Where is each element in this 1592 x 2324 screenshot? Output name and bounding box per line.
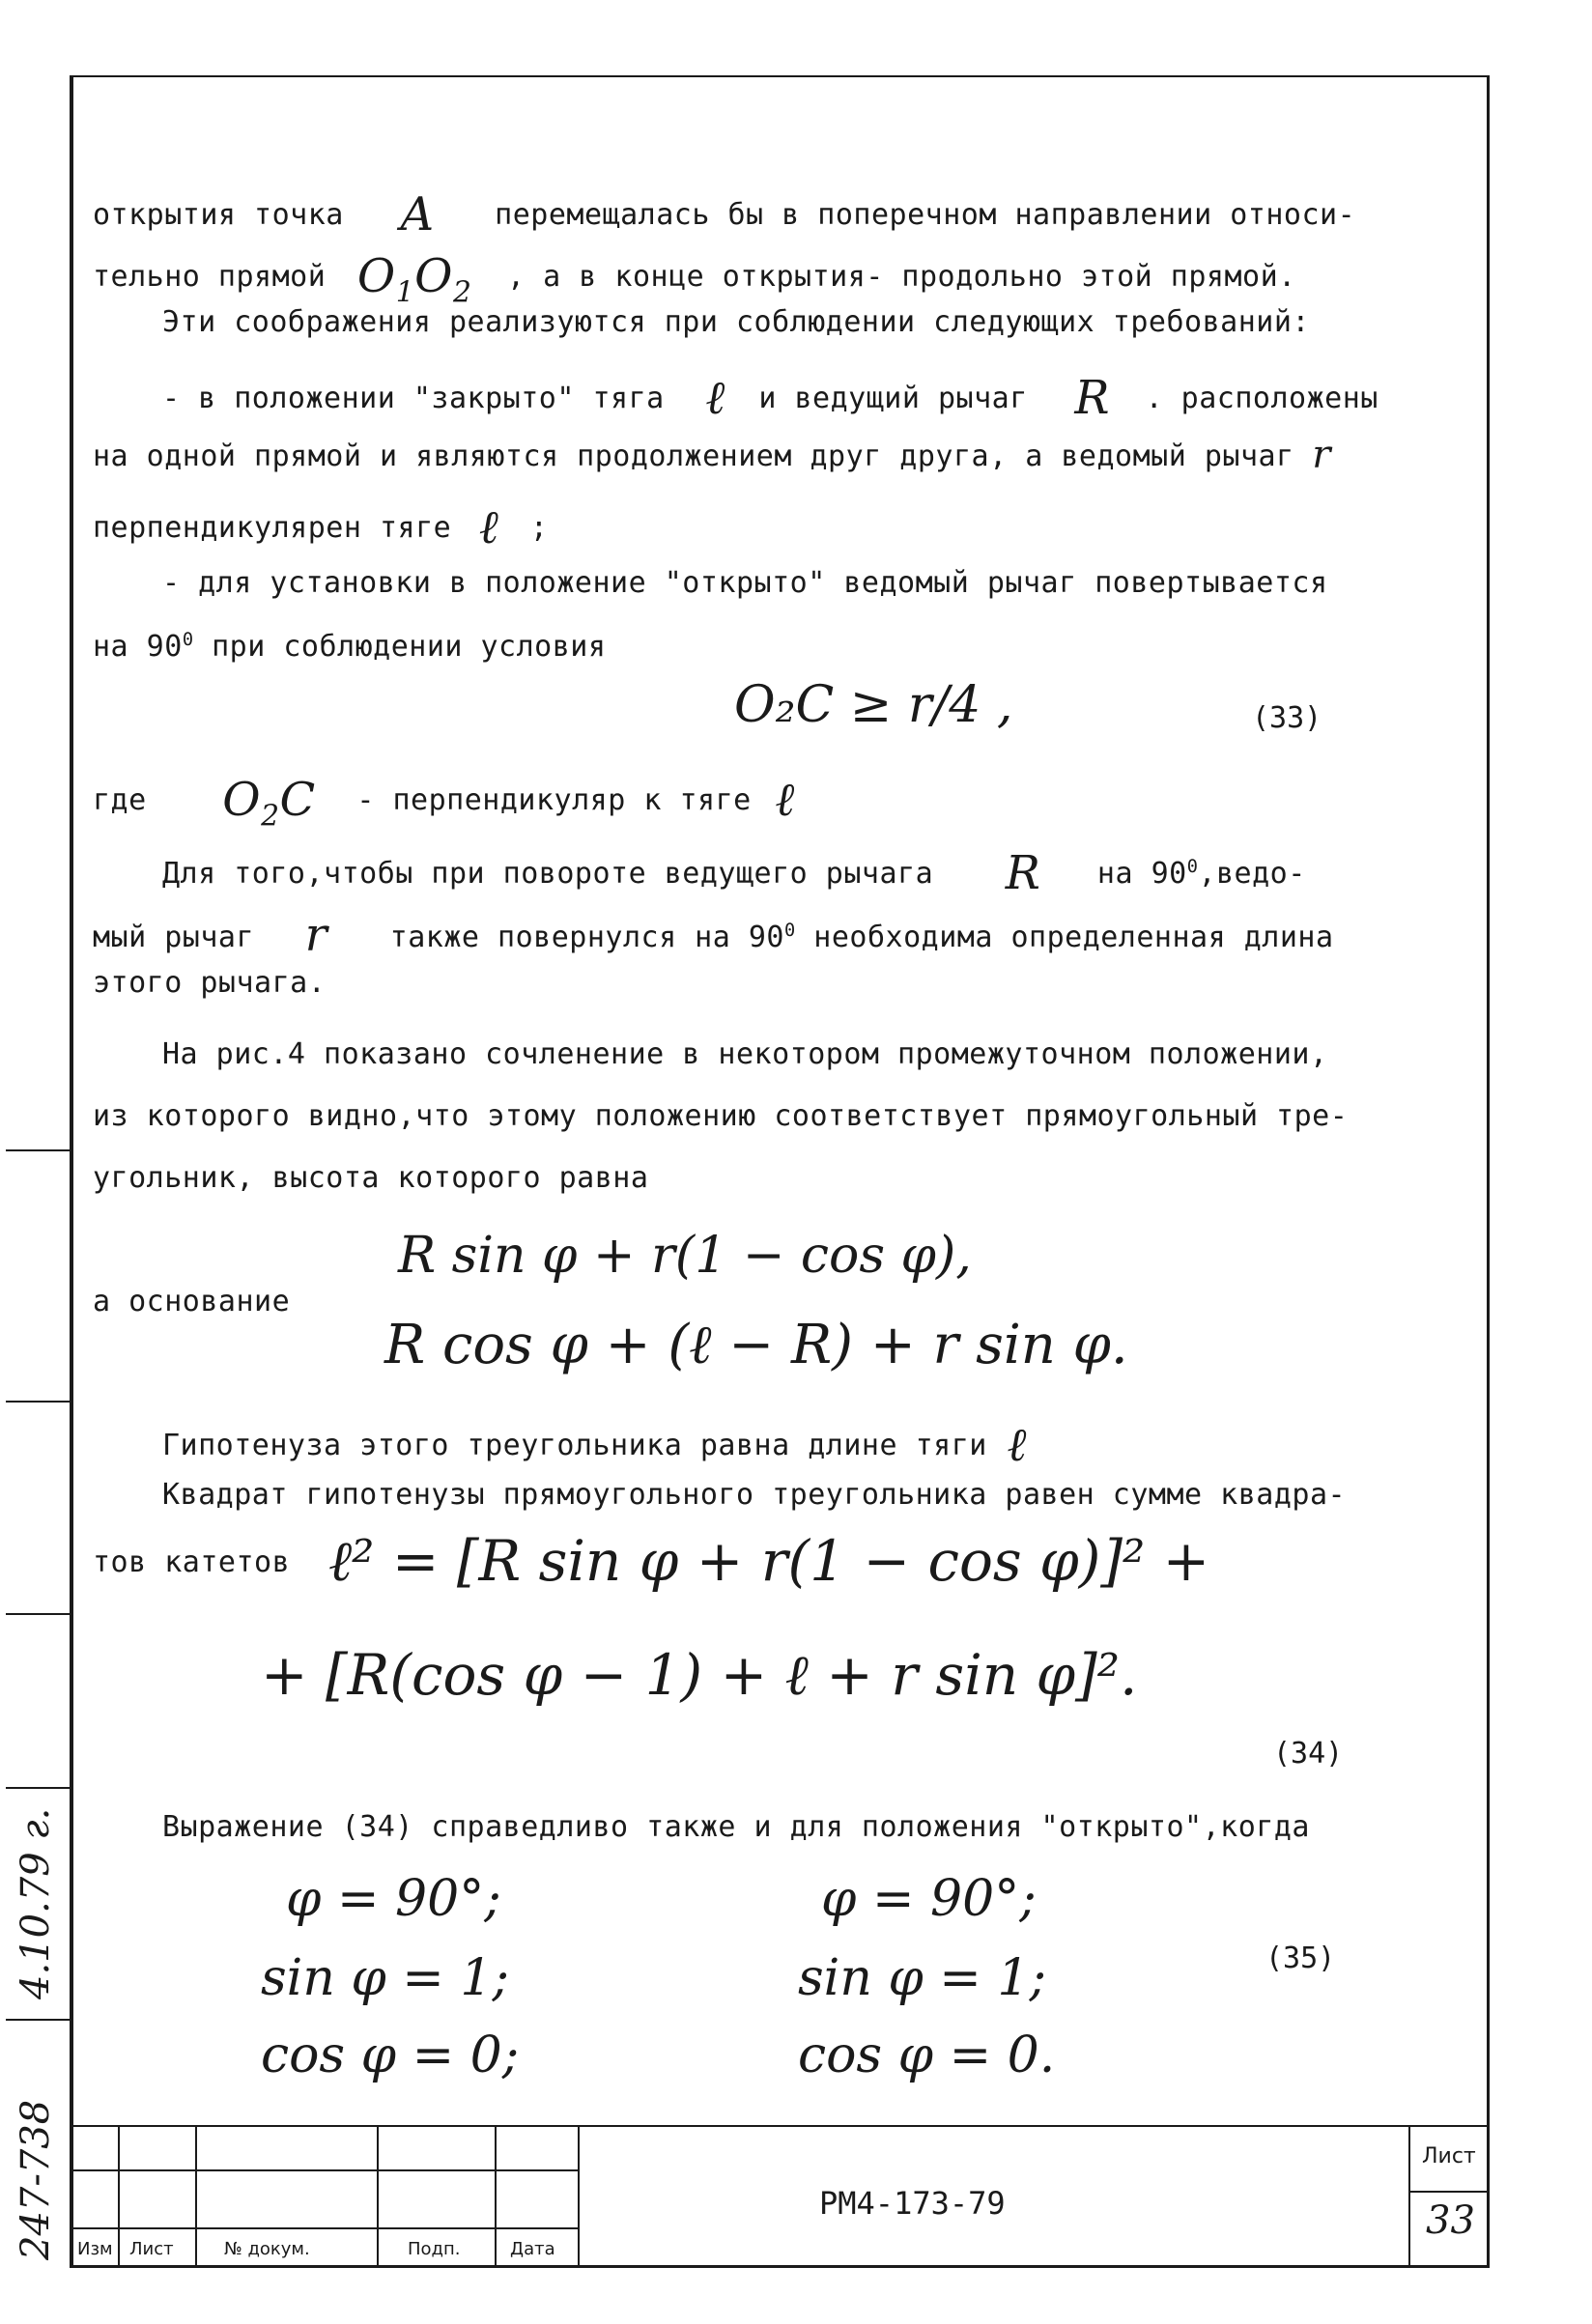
degree-sign: 0 xyxy=(1186,857,1199,877)
text-fragment: на 90 xyxy=(93,630,183,664)
symbol-A: A xyxy=(400,187,435,241)
margin-divider xyxy=(6,1149,70,1151)
formula-35-cos-phi: cos φ = 0; xyxy=(261,2026,520,2084)
col-sheet: Лист xyxy=(129,2239,174,2259)
text-line-5 xyxy=(93,431,1331,475)
symbol-r: r xyxy=(304,908,328,962)
equation-number-35: (35) xyxy=(1265,1941,1336,1975)
formula-33: O₂C ≥ r/4 , xyxy=(734,676,1013,734)
text-fragment: необходима определенная длина xyxy=(795,921,1334,954)
text-line-6 xyxy=(93,495,549,554)
symbol-l: ℓ xyxy=(478,500,499,554)
text-line-11 xyxy=(93,904,1334,962)
text-line-9 xyxy=(93,767,795,834)
text-line-3: Эти соображения реализуются при соблюдении следующих требований: xyxy=(162,305,1310,339)
symbol-l: ℓ xyxy=(705,371,725,425)
text-fragment: где xyxy=(93,783,147,817)
symbol-r: r xyxy=(1312,433,1331,477)
text-line-2 xyxy=(93,243,1296,310)
text-fragment: , а в конце открытия- продольно этой прямой. xyxy=(507,260,1296,294)
margin-divider xyxy=(6,1613,70,1615)
formula-35-varphi: φ = 90°; xyxy=(821,1870,1037,1928)
title-block-rule xyxy=(70,2125,1490,2127)
text-fragment: Для того,чтобы при повороте ведущего рычага xyxy=(162,857,934,891)
text-fragment: . расположены xyxy=(1145,382,1379,415)
margin-strip xyxy=(0,1149,70,2270)
symbol-l: ℓ xyxy=(1007,1418,1027,1472)
symbol-O2C: $O_2C$ xyxy=(222,773,316,834)
symbol-R: R xyxy=(1005,846,1041,900)
text-line-17 xyxy=(162,1412,1027,1472)
col-signature: Подп. xyxy=(408,2239,461,2259)
text-line-19: тов катетов xyxy=(93,1545,291,1579)
title-block-rule xyxy=(70,2227,580,2229)
text-fragment: на одной прямой и являются продолжением друг друга, а ведомый рычаг xyxy=(93,439,1294,473)
text-fragment: - в положении "закрыто" тяга xyxy=(162,382,665,415)
sheet-number: 33 xyxy=(1426,2198,1475,2243)
text-line-12: этого рычага. xyxy=(93,966,327,1000)
col-doc-number: № докум. xyxy=(224,2239,310,2259)
formula-35-sin-phi: sin φ = 1; xyxy=(261,1949,509,2007)
text-fragment: тельно прямой xyxy=(93,260,327,294)
text-line-1 xyxy=(93,182,1356,241)
text-line-15: угольник, высота которого равна xyxy=(93,1161,649,1195)
margin-inventory-number: 247-738 xyxy=(14,2099,58,2260)
text-fragment: перпендикулярен тяге xyxy=(93,511,452,545)
text-line-13: На рис.4 показано сочленение в некотором промежуточном положении, xyxy=(162,1037,1328,1071)
symbol-O1O2: $O_1O_2$ xyxy=(356,249,472,310)
equation-number-33: (33) xyxy=(1252,701,1322,735)
text-fragment: при соблюдении условия xyxy=(193,630,607,664)
margin-divider xyxy=(6,1787,70,1789)
formula-height: R sin φ + r(1 − cos φ), xyxy=(398,1227,972,1285)
title-block-rule xyxy=(578,2125,580,2268)
symbol-l: ℓ xyxy=(775,773,795,827)
text-line-18: Квадрат гипотенузы прямоугольного треугольника равен сумме квадра- xyxy=(162,1478,1347,1512)
formula-35-cos-varphi: cos φ = 0. xyxy=(798,2026,1056,2084)
text-line-16: а основание xyxy=(93,1285,291,1318)
margin-date: 4.10.79 г. xyxy=(14,1807,58,1999)
text-fragment: Гипотенуза этого треугольника равна длине тяги xyxy=(162,1429,987,1462)
text-fragment: и ведущий рычаг xyxy=(758,382,1028,415)
sheet-label: Лист xyxy=(1422,2144,1476,2168)
title-block-rule xyxy=(1408,2125,1410,2268)
title-block-rule xyxy=(377,2125,379,2268)
title-block-rule xyxy=(1410,2191,1490,2193)
degree-sign: 0 xyxy=(784,921,796,941)
title-block xyxy=(70,2125,1490,2268)
text-fragment: ,ведо- xyxy=(1198,857,1306,891)
text-fragment: - перпендикуляр к тяге xyxy=(356,783,752,817)
margin-divider xyxy=(6,2019,70,2021)
text-fragment: открытия точка xyxy=(93,198,344,232)
col-date: Дата xyxy=(510,2239,555,2259)
text-line-20: Выражение (34) справедливо также и для положения "открыто",когда xyxy=(162,1810,1310,1844)
formula-35-phi: φ = 90°; xyxy=(286,1870,501,1928)
formula-34-line-2: + [R(cos φ − 1) + ℓ + r sin φ]². xyxy=(261,1642,1138,1708)
document-code: РМ4-173-79 xyxy=(819,2185,1006,2222)
text-line-7: - для установки в положение "открыто" ведомый рычаг повертывается xyxy=(162,566,1328,600)
text-line-10 xyxy=(162,840,1306,900)
text-line-14: из которого видно,что этому положению соответствует прямоугольный тре- xyxy=(93,1099,1349,1133)
symbol-R: R xyxy=(1074,371,1110,425)
title-block-rule xyxy=(70,2169,580,2171)
col-change: Изм xyxy=(77,2239,113,2259)
text-fragment: на 90 xyxy=(1096,857,1187,891)
formula-34-line-1: ℓ² = [R sin φ + r(1 − cos φ)]² + xyxy=(328,1528,1210,1594)
text-fragment: также повернулся на 90 xyxy=(389,921,784,954)
text-fragment: мый рычаг xyxy=(93,921,255,954)
text-line-8 xyxy=(93,630,606,664)
formula-35-sin-varphi: sin φ = 1; xyxy=(798,1949,1046,2007)
equation-number-34: (34) xyxy=(1273,1737,1344,1771)
title-block-rule xyxy=(195,2125,197,2268)
text-fragment: ; xyxy=(529,511,549,545)
margin-divider xyxy=(6,1401,70,1403)
title-block-rule xyxy=(495,2125,497,2268)
title-block-rule xyxy=(118,2125,120,2268)
text-line-4 xyxy=(162,365,1379,425)
formula-base: R cos φ + (ℓ − R) + r sin φ. xyxy=(384,1314,1128,1376)
degree-sign: 0 xyxy=(182,630,194,650)
text-fragment: перемещалась бы в поперечном направлении относи- xyxy=(495,198,1356,232)
